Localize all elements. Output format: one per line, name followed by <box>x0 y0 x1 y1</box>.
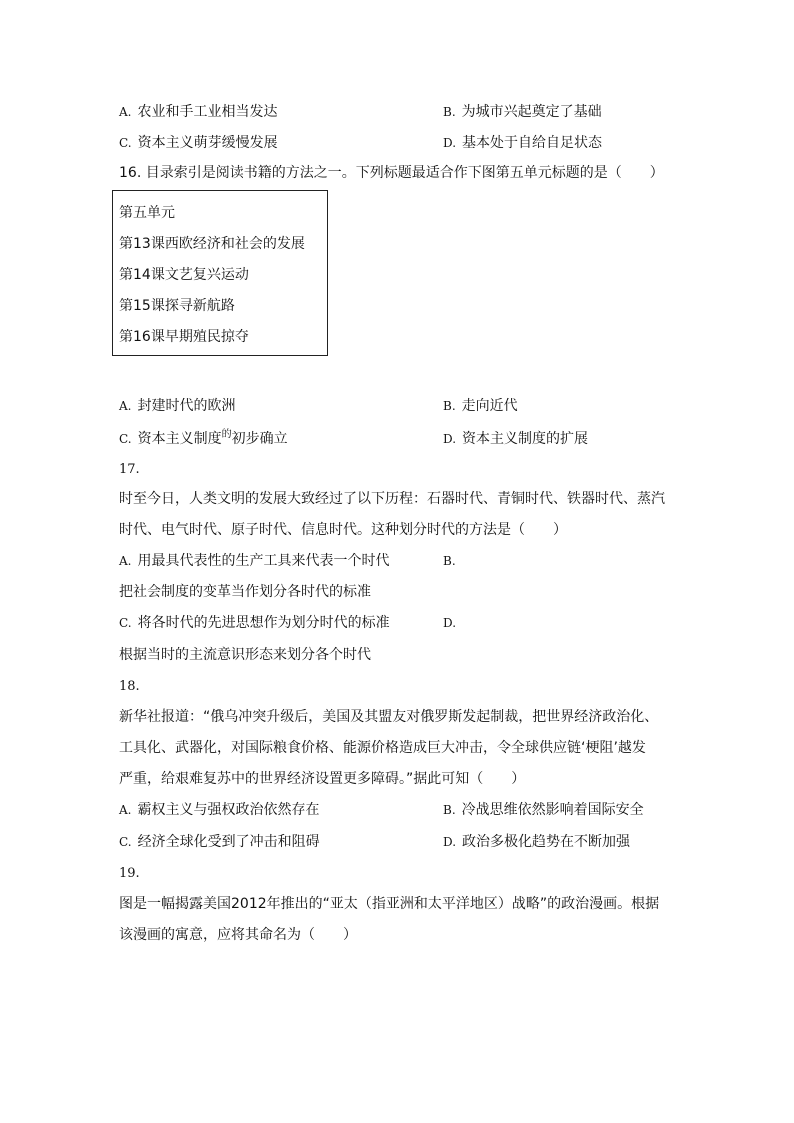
q18-option-a <box>119 800 319 820</box>
option-letter: D. <box>443 616 457 630</box>
q17-option-d-text: 根据当时的主流意识形态来划分各个时代 <box>119 647 371 663</box>
toc-lesson-14: 第14课文艺复兴运动 <box>119 267 249 283</box>
option-letter: C. <box>119 835 132 849</box>
option-text: 经济全球化受到了冲击和阻碍 <box>137 834 320 850</box>
q17-option-b-letter <box>443 551 462 571</box>
option-text: 初步确立 <box>231 431 288 447</box>
q17-option-d-letter <box>443 613 462 633</box>
q17-option-a <box>119 551 389 571</box>
table-of-contents-box <box>112 190 328 356</box>
option-letter: A. <box>119 105 132 119</box>
q18-option-d <box>443 832 630 852</box>
q18-option-c <box>119 832 320 852</box>
q19-number: 19. <box>119 866 140 881</box>
option-letter: C. <box>119 136 132 150</box>
q16-option-a <box>119 396 235 416</box>
option-text: 将各时代的先进思想作为划分时代的标准 <box>137 615 390 631</box>
q16-stem: 16. 目录索引是阅读书籍的方法之一。下列标题最适合作下图第五单元标题的是（ ） <box>119 165 664 181</box>
toc-lesson-13: 第13课西欧经济和社会的发展 <box>119 236 305 252</box>
option-text: 农业和手工业相当发达 <box>137 104 278 120</box>
option-text: 用最具代表性的生产工具来代表一个时代 <box>137 553 390 569</box>
q19-stem-line-1: 图是一幅揭露美国2012年推出的“亚太（指亚洲和太平洋地区）战略”的政治漫画。根据 <box>119 896 660 912</box>
option-text: 冷战思维依然影响着国际安全 <box>461 802 644 818</box>
q15-option-a <box>119 102 277 122</box>
q17-stem-line-1: 时至今日，人类文明的发展大致经过了以下历程：石器时代、青铜时代、铁器时代、蒸汽 <box>119 491 665 507</box>
q17-option-b-text: 把社会制度的变革当作划分各时代的标准 <box>119 584 371 600</box>
q17-option-c <box>119 613 390 633</box>
option-letter: A. <box>119 803 132 817</box>
option-letter: A. <box>119 554 132 568</box>
option-text: 资本主义萌芽缓慢发展 <box>137 135 278 151</box>
q16-option-b <box>443 396 518 416</box>
q18-stem-line-1: 新华社报道：“俄乌冲突升级后，美国及其盟友对俄罗斯发起制裁，把世界经济政治化、 <box>119 709 659 725</box>
option-letter: B. <box>443 399 456 413</box>
option-text: 封建时代的欧洲 <box>137 398 236 414</box>
option-letter: B. <box>443 803 456 817</box>
option-letter: B. <box>443 105 456 119</box>
q18-number: 18. <box>119 679 140 694</box>
q15-option-c <box>119 133 278 153</box>
option-text-superscript: 的 <box>221 429 232 440</box>
q18-stem-line-2: 工具化、武器化，对国际粮食价格、能源价格造成巨大冲击，令全球供应链‘梗阻’越发 <box>119 740 646 756</box>
q16-option-c <box>119 429 288 451</box>
q15-option-b <box>443 102 602 122</box>
q19-stem-line-2: 该漫画的寓意，应将其命名为（ ） <box>119 927 357 943</box>
q16-option-d <box>443 429 588 449</box>
option-text: 为城市兴起奠定了基础 <box>461 104 602 120</box>
option-text: 资本主义制度的扩展 <box>462 431 589 447</box>
toc-unit-title: 第五单元 <box>119 205 175 221</box>
option-letter: D. <box>443 432 457 446</box>
q17-number: 17. <box>119 462 140 477</box>
toc-lesson-15: 第15课探寻新航路 <box>119 298 235 314</box>
option-letter: B. <box>443 554 456 568</box>
option-text: 政治多极化趋势在不断加强 <box>462 834 631 850</box>
option-letter: D. <box>443 835 457 849</box>
option-text: 资本主义制度 <box>137 431 222 447</box>
q18-option-b <box>443 800 644 820</box>
q18-stem-line-3: 严重，给艰难复苏中的世界经济设置更多障碍。”据此可知（ ） <box>119 771 526 787</box>
option-letter: D. <box>443 136 457 150</box>
option-text: 霸权主义与强权政治依然存在 <box>137 802 320 818</box>
toc-lesson-16: 第16课早期殖民掠夺 <box>119 329 249 345</box>
option-letter: A. <box>119 399 132 413</box>
q15-option-d <box>443 133 602 153</box>
option-text: 走向近代 <box>461 398 518 414</box>
option-letter: C. <box>119 616 132 630</box>
option-text: 基本处于自给自足状态 <box>462 135 603 151</box>
q17-stem-line-2: 时代、电气时代、原子时代、信息时代。这种划分时代的方法是（ ） <box>119 522 567 538</box>
option-letter: C. <box>119 432 132 446</box>
